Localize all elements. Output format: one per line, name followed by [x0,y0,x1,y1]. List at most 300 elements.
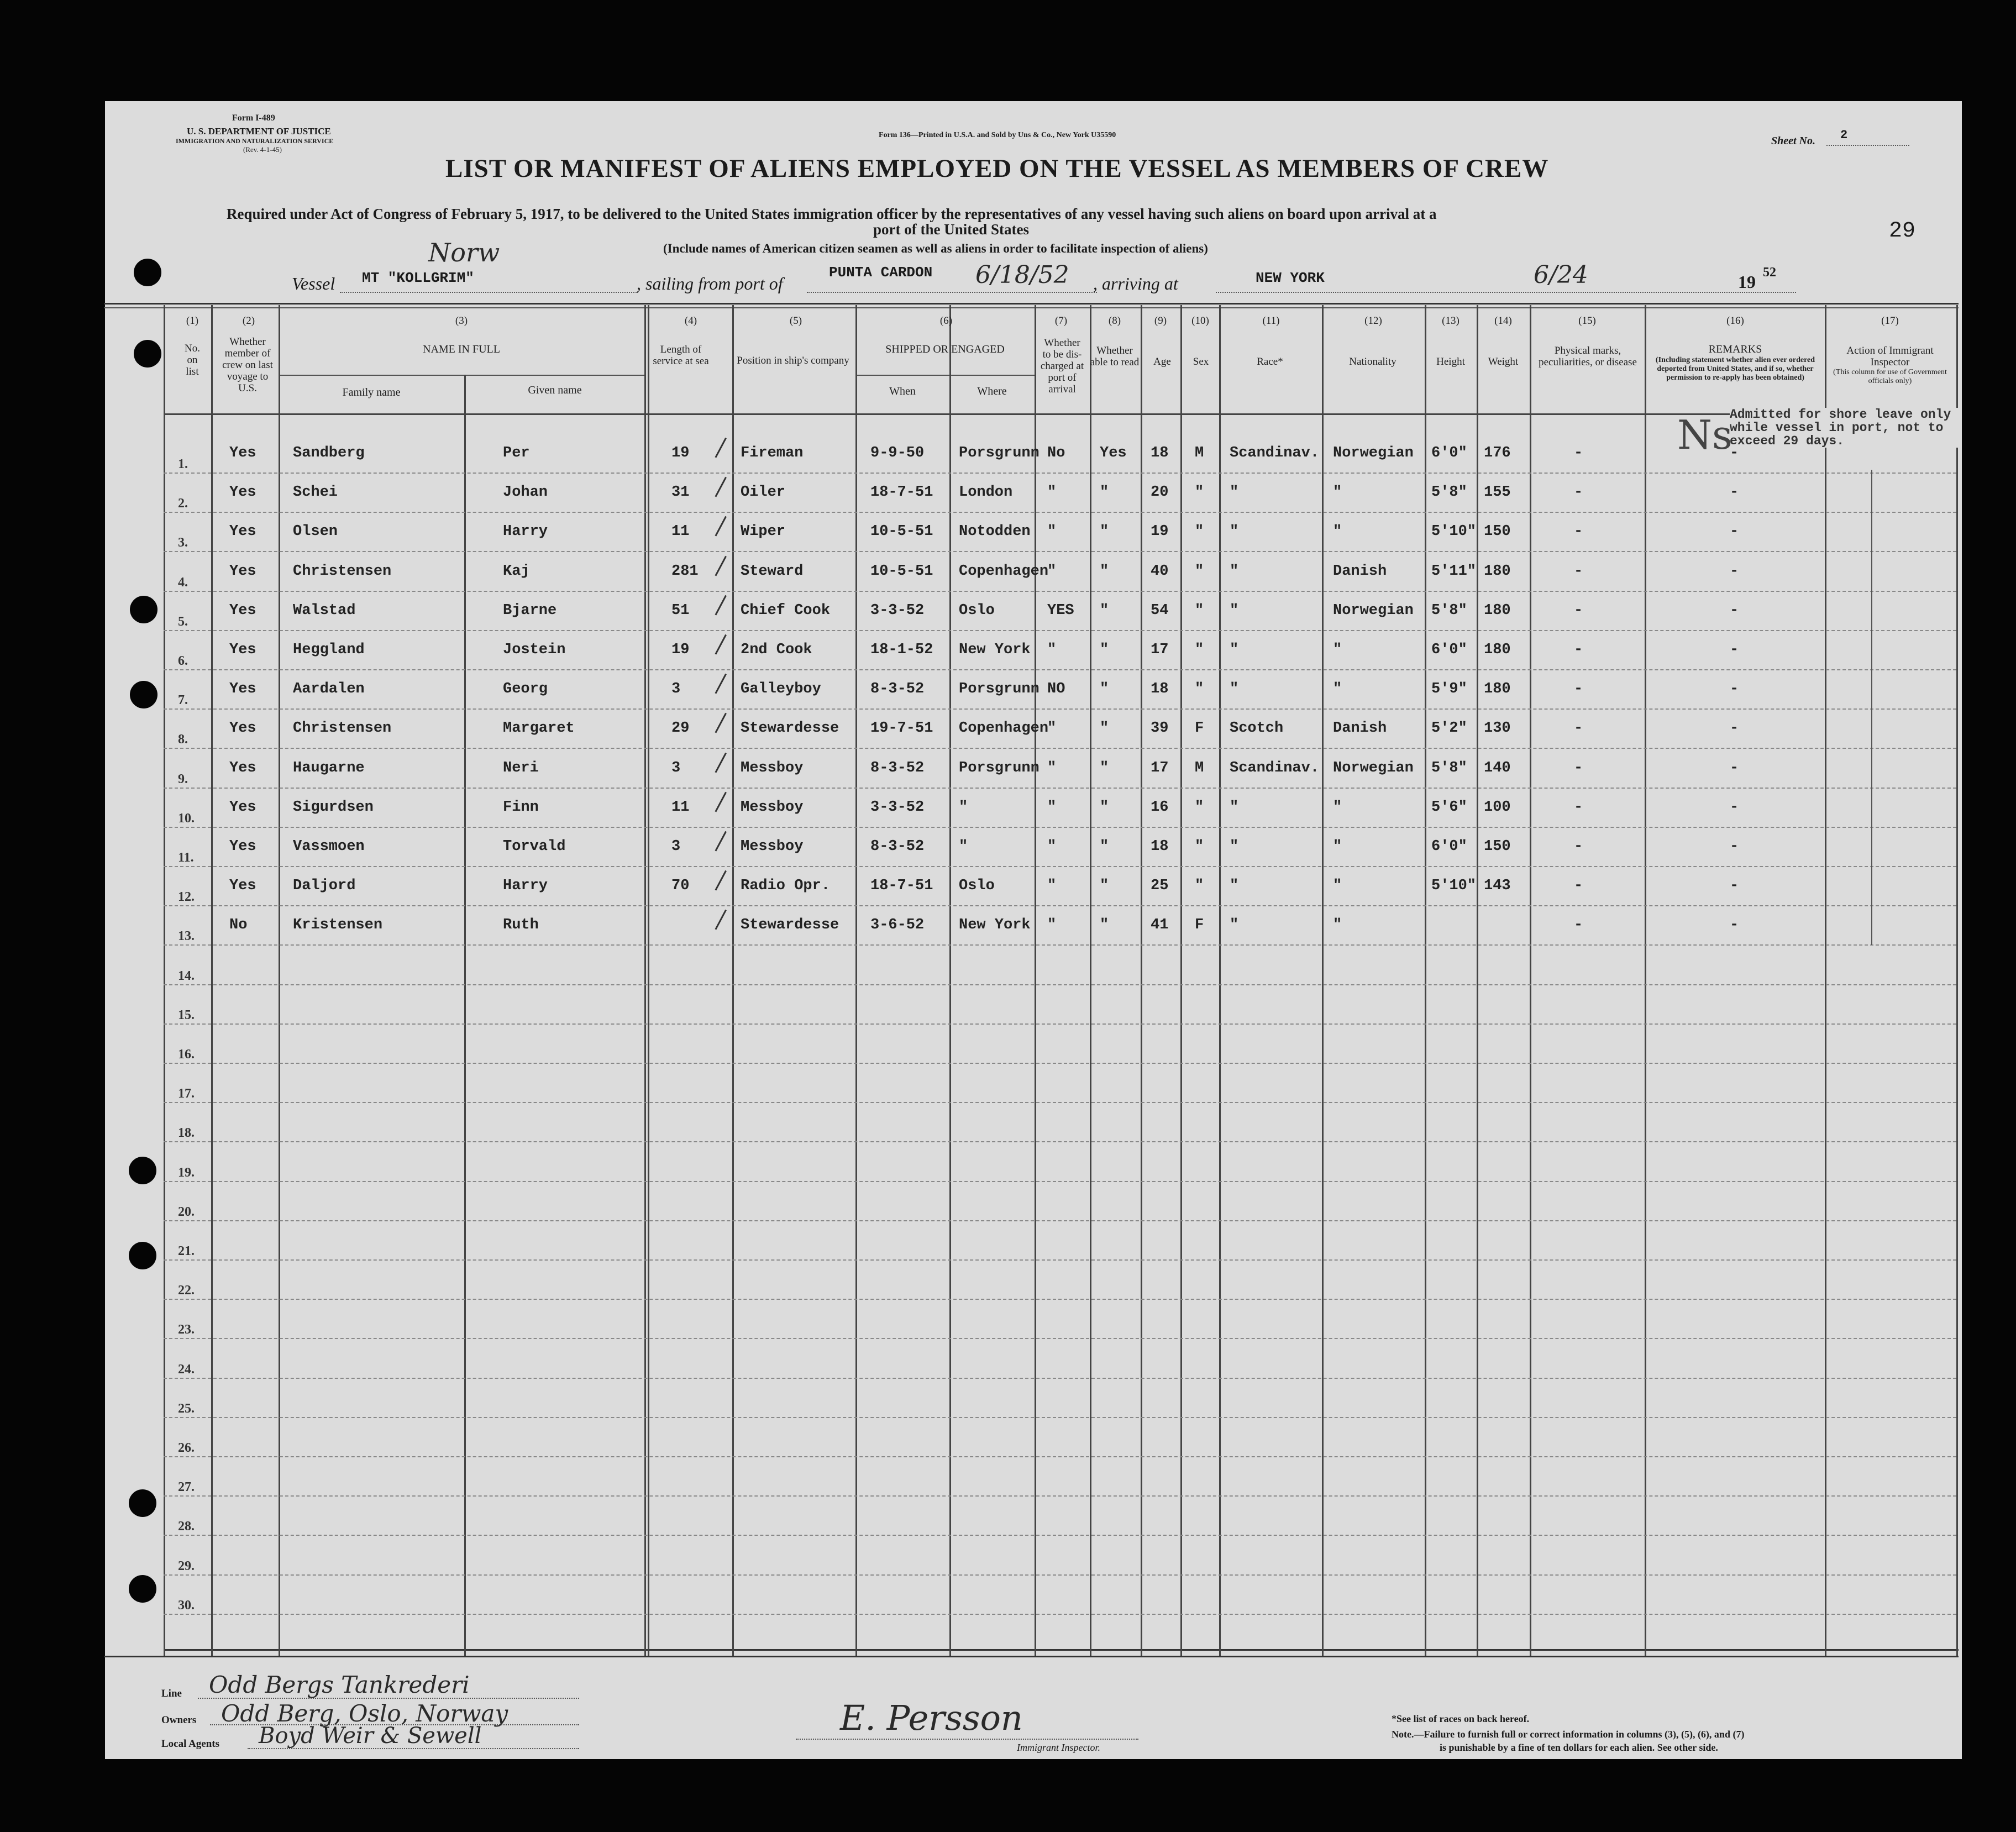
cell-nationality: " [1333,484,1342,501]
cell-crew: Yes [229,445,256,461]
cell-when: 3-6-52 [870,917,925,934]
punch-hole [134,259,161,286]
cell-service: 19 [671,642,690,658]
header-name-in-full: NAME IN FULL [423,343,500,355]
cell-sex: " [1195,523,1204,540]
subtitle-line-2: port of the United States [873,221,1029,238]
row-rule [164,1141,1956,1142]
year-suffix: 52 [1763,265,1776,280]
arriving-label: , arriving at [1093,274,1178,293]
cell-family: Sigurdsen [293,799,374,816]
printer-line: Form 136—Printed in U.S.A. and Sold by Uns & Co., New York U35590 [879,131,1116,139]
cell-position: Galleyboy [741,681,821,698]
cell-position: Stewardesse [741,917,839,934]
column-number: (10) [1191,315,1209,327]
subtitle-line-1: Required under Act of Congress of February 5, 1917, to be delivered to the United States immigration officer by the representatives of any vessel having such aliens on board upon arrival at a [227,206,1437,222]
cell-when: 10-5-51 [870,523,933,540]
header-race: Race* [1257,356,1283,368]
cell-when: 8-3-52 [870,681,925,698]
row-rule [164,1102,1956,1103]
cell-race: " [1230,642,1239,658]
cell-height: 6'0" [1431,838,1467,855]
vessel-underline [340,292,638,293]
cell-crew: Yes [229,602,256,619]
cell-family: Haugarne [293,759,365,776]
cell-remarks: - [1730,681,1739,698]
arriving-date: 6/24 [1534,261,1588,289]
cell-sex: M [1195,445,1204,461]
cell-crew: Yes [229,759,256,776]
cell-nationality: " [1333,917,1342,934]
cell-service: 3 [671,681,681,698]
column-divider [1425,305,1426,1656]
owners-value: Odd Berg, Oslo, Norway [221,1700,508,1727]
cell-age: 40 [1151,563,1169,580]
column-number: (1) [186,315,199,327]
inspector-signature: E. Persson [840,1698,1023,1738]
cell-service: 70 [671,878,690,895]
row-number: 9. [178,771,188,786]
cell-height: 5'6" [1431,799,1467,816]
cell-position: Fireman [741,445,804,461]
cell-read: " [1100,838,1109,855]
cell-age: 17 [1151,759,1169,776]
name-subcolumn-divider [464,375,466,1656]
cell-marks: - [1574,759,1583,776]
cell-remarks: - [1730,878,1739,895]
cell-marks: - [1574,799,1583,816]
cell-marks: - [1574,445,1583,461]
cell-family: Kristensen [293,917,383,934]
cell-discharged: " [1047,642,1057,658]
cell-sex: " [1195,484,1204,501]
row-number: 6. [178,654,188,668]
row-rule [164,551,1956,552]
row-number: 25. [178,1401,195,1416]
cell-family: Christensen [293,720,392,737]
cell-race: " [1230,602,1239,619]
row-number: 24. [178,1362,195,1377]
cell-sex: F [1195,720,1204,737]
cell-sex: " [1195,838,1204,855]
header-sex: Sex [1193,356,1209,368]
year-prefix: 19 [1738,272,1756,292]
cell-when: 9-9-50 [870,445,925,461]
cell-crew: Yes [229,878,256,895]
cell-service: 51 [671,602,690,619]
cell-when: 18-1-52 [870,642,933,658]
cell-position: Radio Opr. [741,878,831,895]
cell-read: " [1100,799,1109,816]
subtitle-line-3: (Include names of American citizen seamen as well as aliens in order to facilitate inspection of aliens) [663,242,1208,255]
header-remarks: REMARKS [1708,343,1762,355]
cell-height: 5'9" [1431,681,1467,698]
cell-remarks: - [1730,917,1739,934]
cell-marks: - [1574,642,1583,658]
cell-height: 6'0" [1431,642,1467,658]
cell-age: 18 [1151,445,1169,461]
cell-read: " [1100,720,1109,737]
cell-where: New York [959,917,1031,934]
shore-leave-note: Admitted for shore leave only while vessel in port, not to exceed 29 days. [1730,408,1962,448]
row-number: 10. [178,811,195,826]
sheet-number: 2 [1840,128,1848,142]
column-divider [164,305,165,1656]
cell-position: Stewardesse [741,720,839,737]
column-number: (12) [1364,315,1382,327]
cell-position: Steward [741,563,804,580]
column-number: (9) [1154,315,1167,327]
cell-sex: " [1195,602,1204,619]
name-subheader-line [279,375,644,376]
column-divider [1035,305,1036,1656]
cell-where: London [959,484,1013,501]
corner-number: 29 [1889,219,1916,244]
row-number: 21. [178,1244,195,1258]
cell-sex: M [1195,759,1204,776]
row-number: 3. [178,536,188,550]
revision: (Rev. 4-1-45) [243,145,282,154]
cell-remarks: - [1730,563,1739,580]
header-member-of-crew: Whether member of crew on last voyage to U.S. [222,336,273,394]
cell-nationality: Danish [1333,720,1387,737]
cell-service: 11 [671,523,690,540]
row-number: 12. [178,890,195,905]
sheet-label: Sheet No. [1771,135,1815,147]
row-number: 29. [178,1558,195,1573]
cell-when: 3-3-52 [870,799,925,816]
header-no-on-list: No. on list [185,343,200,377]
row-rule [164,1574,1956,1576]
cell-age: 39 [1151,720,1169,737]
arriving-underline [1216,292,1796,293]
sailing-date: 6/18/52 [975,261,1069,289]
signature-underline [796,1739,1138,1740]
header-given-name: Given name [528,384,582,396]
cell-service: 3 [671,838,681,855]
header-able-to-read: Whether able to read [1090,345,1140,368]
sailing-underline [807,292,1097,293]
note-text: —Failure to furnish full or correct information in columns (3), (5), (6), and (7) [1414,1729,1745,1740]
row-rule [164,984,1956,985]
header-when: When [889,385,916,397]
cell-weight: 180 [1484,602,1511,619]
note-text-2: is punishable by a fine of ten dollars for each alien. See other side. [1440,1742,1718,1753]
row-number: 23. [178,1322,195,1337]
cell-family: Olsen [293,523,338,540]
cell-family: Schei [293,484,338,501]
cell-position: Oiler [741,484,786,501]
cell-position: Messboy [741,799,804,816]
cell-nationality: " [1333,838,1342,855]
cell-service: 29 [671,720,690,737]
column-divider [1825,305,1826,1656]
punch-hole [129,1242,156,1269]
table-bottom-border-2 [104,1656,1959,1657]
cell-sex: " [1195,642,1204,658]
row-number: 16. [178,1047,195,1062]
cell-where: Porsgrunn [959,445,1040,461]
cell-height: 5'8" [1431,602,1467,619]
row-number: 11. [178,851,194,865]
column-number: (3) [455,315,468,327]
header-where: Where [977,385,1007,397]
header-remarks-note: (Including statement whether alien ever ordered deported from United States, and if so, whether permission to re-apply has been obtained) [1655,356,1815,382]
row-number: 26. [178,1441,195,1455]
row-number: 8. [178,732,188,747]
column-divider [1956,305,1958,1656]
cell-height: 5'2" [1431,720,1467,737]
cell-when: 18-7-51 [870,878,933,895]
cell-sex: " [1195,563,1204,580]
cell-when: 10-5-51 [870,563,933,580]
row-rule [164,1063,1956,1064]
row-rule [164,1220,1956,1221]
cell-race: " [1230,681,1239,698]
cell-given: Johan [503,484,548,501]
row-rule [164,944,1956,946]
row-rule [164,905,1956,906]
cell-family: Aardalen [293,681,365,698]
cell-when: 19-7-51 [870,720,933,737]
row-rule [164,591,1956,592]
table-bottom-border [164,1649,1959,1651]
column-number: (13) [1442,315,1460,327]
column-divider [949,305,951,1656]
cell-read: " [1100,917,1109,934]
cell-given: Bjarne [503,602,557,619]
cell-remarks: - [1730,484,1739,501]
header-nationality: Nationality [1349,356,1397,368]
row-rule [164,866,1956,867]
row-rule [164,1299,1956,1300]
header-family-name: Family name [342,386,401,398]
column-divider [1322,305,1324,1656]
punch-hole [129,1575,156,1603]
cell-nationality: Danish [1333,563,1387,580]
cell-crew: Yes [229,799,256,816]
header-length-service: Length of service at sea [653,344,709,367]
cell-race: " [1230,917,1239,934]
column-number: (16) [1726,315,1744,327]
vessel-label: Vessel [292,274,335,293]
cell-age: 18 [1151,838,1169,855]
punch-hole [129,1157,156,1184]
cell-sex: " [1195,681,1204,698]
row-number: 18. [178,1126,195,1141]
cell-given: Neri [503,759,539,776]
row-number: 22. [178,1283,195,1298]
row-number: 7. [178,693,188,708]
cell-race: Scandinav. [1230,445,1320,461]
cell-height: 5'8" [1431,484,1467,501]
cell-discharged: " [1047,563,1057,580]
row-rule [164,512,1956,513]
note-label: Note. [1392,1729,1414,1740]
line-value: Odd Bergs Tankrederi [209,1671,470,1698]
column-divider [1477,305,1478,1656]
cell-crew: Yes [229,681,256,698]
cell-marks: - [1574,484,1583,501]
cell-nationality: " [1333,681,1342,698]
agents-underline [248,1748,579,1749]
cell-family: Vassmoen [293,838,365,855]
cell-nationality: " [1333,523,1342,540]
cell-discharged: No [1047,445,1065,461]
inspector-label: Immigrant Inspector. [1017,1742,1100,1753]
cell-read: " [1100,878,1109,895]
cell-remarks: - [1730,523,1739,540]
cell-position: Chief Cook [741,602,831,619]
cell-family: Heggland [293,642,365,658]
row-rule [164,1456,1956,1457]
cell-family: Christensen [293,563,392,580]
owners-label: Owners [161,1714,197,1726]
row-number: 14. [178,968,195,983]
cell-marks: - [1574,720,1583,737]
cell-weight: 140 [1484,759,1511,776]
cell-position: Wiper [741,523,786,540]
column-number: (17) [1881,315,1899,327]
cell-family: Walstad [293,602,356,619]
sailing-label: , sailing from port of [637,274,783,293]
cell-where: Copenhagen [959,720,1049,737]
row-number: 19. [178,1165,195,1180]
column-number: (5) [789,315,802,327]
column-number: (14) [1494,315,1512,327]
cell-marks: - [1574,838,1583,855]
cell-crew: Yes [229,484,256,501]
cell-weight: 143 [1484,878,1511,895]
row-rule [164,708,1956,710]
arriving-port: NEW YORK [1256,270,1325,286]
cell-age: 18 [1151,681,1169,698]
cell-nationality: " [1333,878,1342,895]
department: U. S. DEPARTMENT OF JUSTICE [187,126,331,137]
column-number: (4) [684,315,697,327]
cell-marks: - [1574,878,1583,895]
column-divider [279,305,280,1656]
cell-marks: - [1574,523,1583,540]
remarks-initials: Ns [1677,412,1733,458]
cell-read: Yes [1100,445,1127,461]
column-number: (7) [1054,315,1068,327]
row-number: 4. [178,575,188,590]
cell-service: 31 [671,484,690,501]
cell-age: 41 [1151,917,1169,934]
cell-remarks: - [1730,720,1739,737]
agents-value: Boyd Weir & Sewell [259,1723,482,1749]
cell-discharged: " [1047,917,1057,934]
note-line [1392,1729,1744,1740]
cell-family: Daljord [293,878,356,895]
cell-race: " [1230,799,1239,816]
column-divider [648,305,649,1656]
cell-crew: Yes [229,563,256,580]
cell-where: New York [959,642,1031,658]
cell-discharged: " [1047,484,1057,501]
form-number: Form I-489 [232,113,275,123]
cell-given: Kaj [503,563,530,580]
row-number: 1. [178,457,188,471]
cell-remarks: - [1730,445,1739,461]
cell-read: " [1100,563,1109,580]
cell-height: 5'8" [1431,759,1467,776]
cell-remarks: - [1730,602,1739,619]
cell-nationality: " [1333,799,1342,816]
cell-where: " [959,838,968,855]
cell-weight: 150 [1484,523,1511,540]
column-divider [644,305,646,1656]
cell-crew: Yes [229,838,256,855]
cell-read: " [1100,523,1109,540]
cell-crew: Yes [229,720,256,737]
cell-marks: - [1574,602,1583,619]
cell-read: " [1100,642,1109,658]
row-rule [164,630,1956,631]
cell-when: 8-3-52 [870,838,925,855]
cell-race: " [1230,878,1239,895]
cell-remarks: - [1730,838,1739,855]
row-rule [164,1181,1956,1182]
cell-given: Harry [503,523,548,540]
cell-remarks: - [1730,642,1739,658]
cell-discharged: " [1047,799,1057,816]
row-number: 13. [178,929,195,944]
header-physical-marks: Physical marks, peculiarities, or disease [1539,345,1637,368]
cell-weight: 130 [1484,720,1511,737]
line-label: Line [161,1688,182,1699]
cell-crew: Yes [229,642,256,658]
cell-race: " [1230,484,1239,501]
cell-age: 16 [1151,799,1169,816]
row-number: 5. [178,614,188,629]
row-rule [164,748,1956,749]
cell-where: Oslo [959,878,995,895]
cell-service: 3 [671,759,681,776]
row-number: 28. [178,1519,195,1534]
column-divider [1090,305,1091,1656]
column-number: (8) [1108,315,1121,327]
cell-sex: " [1195,799,1204,816]
cell-where: Notodden [959,523,1031,540]
cell-position: 2nd Cook [741,642,812,658]
row-number: 17. [178,1086,195,1101]
cell-weight: 180 [1484,563,1511,580]
cell-where: Porsgrunn [959,681,1040,698]
handwritten-nationality: Norw [428,238,500,267]
cell-nationality: Norwegian [1333,602,1414,619]
service-name: IMMIGRATION AND NATURALIZATION SERVICE [176,137,334,145]
cell-where: Porsgrunn [959,759,1040,776]
cell-given: Jostein [503,642,566,658]
cell-when: 8-3-52 [870,759,925,776]
punch-hole [129,1489,156,1517]
cell-marks: - [1574,917,1583,934]
row-number: 30. [178,1598,195,1613]
column-number: (11) [1262,315,1280,327]
cell-read: " [1100,484,1109,501]
column-divider [855,305,857,1656]
cell-given: Finn [503,799,539,816]
row-rule [164,1495,1956,1497]
row-rule [164,1023,1956,1025]
row-rule [164,1259,1956,1261]
row-rule [164,1338,1956,1339]
cell-weight: 150 [1484,838,1511,855]
row-rule [164,669,1956,670]
cell-where: Oslo [959,602,995,619]
